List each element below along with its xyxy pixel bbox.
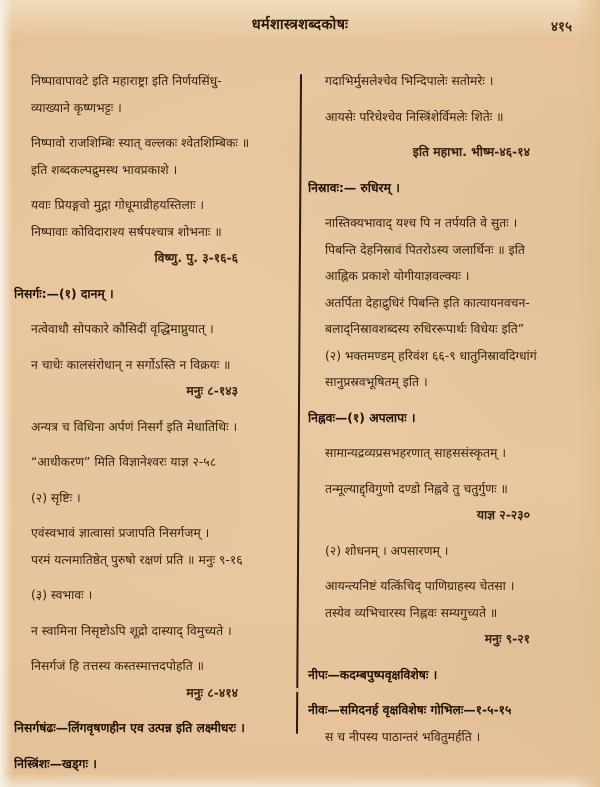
- text-line: “आधीकरण” मिति विज्ञानेश्वरः याज्ञ २-५८: [31, 455, 217, 469]
- left-column: [14, 68, 290, 781]
- citation-line: मनुः ८-४१४: [186, 685, 238, 700]
- text-line: सामान्यद्रव्यप्रसभहरणात् साहससंस्कृतम् ।: [325, 446, 506, 460]
- text-line: तन्मूल्याद्द्विगुणो दण्डो निह्नवे तु चतुर्गुणः ॥: [325, 481, 508, 496]
- text-line: पिबन्ति देहनिस्रावं पितरोऽस्य जलार्थिनः ॥ इति: [325, 242, 525, 257]
- entry-headword-line: निस्त्रिंशः—खड्गः ।: [14, 756, 97, 771]
- text-line: इति शब्दकल्पद्रुमस्थ भावप्रकाशे ।: [31, 162, 178, 177]
- text-line: (२) भक्तमण्डम् हरिवंश ६६-९ धातुनिस्रावदिग्धांगं: [325, 348, 537, 363]
- text-line: न चाधेः कालसंरोधान् न सर्गोऽस्ति न विक्रयः ॥: [31, 357, 231, 372]
- text-line: निष्पावापावटे इति महाराष्ट्रा इति निर्णयसिंधु-: [31, 74, 222, 88]
- text-line: बलाद्निस्रावशब्दस्य रुधिररूपार्थः विधेयः इति”: [325, 322, 525, 336]
- citation-line: मनुः ९-२१: [484, 632, 530, 646]
- text-line: अन्यत्र च विधिना अर्पणं निसर्गं इति मेधातिथिः ।: [31, 419, 238, 434]
- text-line: नास्तिक्यभावाद् यश्च पि न तर्पयति वे सुतः ।: [325, 216, 518, 230]
- text-line: आह्निक प्रकाशे योगीयाज्ञवल्क्यः ।: [325, 269, 470, 283]
- text-line: (३) स्वभावः ।: [31, 588, 93, 602]
- entry-headword-line: निस्रावः:— रुधिरम् ।: [308, 180, 400, 195]
- text-line: गदाभिर्मुसलेश्चेव भिन्दिपालेः सतोमरेः ।: [325, 74, 494, 88]
- page-number: ४१५: [550, 19, 572, 35]
- text-line: निष्पावो राजशिम्बिः स्यात् वल्लकः श्वेतशिम्बिकः ॥: [31, 136, 250, 150]
- citation-line: मनुः ८-१४३: [186, 384, 238, 398]
- text-line: (२) शोधनम् । अपसारणम् ।: [325, 543, 449, 558]
- text-line: निष्पावाः कोविदाराश्य सर्षपश्चात्र शोभनाः ॥: [31, 224, 222, 239]
- citation-line: याज्ञ २-२३०: [476, 508, 530, 522]
- text-line: न स्वामिना निसृष्टोऽपि शूद्रो दास्याद् विमुच्यते ।: [31, 623, 232, 638]
- text-line: एवंस्वभावं ज्ञात्वासां प्रजापति निसर्गजम् ।: [31, 526, 210, 540]
- entry-headword-line: निह्नवः—(१) अपलापः ।: [308, 410, 416, 425]
- text-line: तस्येव व्यभिचारस्य निह्नवः सम्यगुच्यते ॥: [325, 605, 498, 620]
- citation-line: विष्णु. पु. ३-१६-६: [154, 251, 238, 265]
- entry-headword-line: नीपः—कदम्बपुष्पवृक्षविशेषः ।: [308, 667, 438, 682]
- text-line: अतर्पिता देहाद्रुधिरं पिबन्ति इति कात्यायनवचन-: [325, 295, 530, 310]
- text-line: आयसेः परिधेश्चेव निस्त्रिंशेर्विमलेः शितेः ॥: [325, 109, 504, 124]
- text-line: (२) सृष्टिः ।: [31, 490, 81, 505]
- page-header: [0, 14, 600, 48]
- text-line: स च नीपस्य पाठान्तरं भवितुमर्हति ।: [325, 729, 481, 744]
- entry-headword-line: नीवः—समिदनर्ह वृक्षविशेषः गोभिलः—१-५-१५: [308, 703, 512, 717]
- entry-headword-line: निसर्गषंढः—लिंगवृषणहीन एव उत्पन्न इति लक्ष्मीधरः ।: [14, 721, 245, 735]
- column-divider: [296, 74, 302, 734]
- right-column: [308, 68, 590, 781]
- text-line: यवाः प्रियङ्गवो मुद्गा गोधूमाव्रीहयस्तिलाः ।: [31, 198, 205, 212]
- page-title: धर्मशास्त्रशब्दकोषः: [251, 17, 349, 33]
- citation-line: इति महाभा. भीष्म-४६-१४: [412, 145, 530, 159]
- entry-headword-line: निसर्गः:—(१) दानम् ।: [14, 286, 114, 301]
- text-line: आयन्त्यनिष्टं यत्किंचिद् पाणिग्राहस्य चेतसा ।: [325, 579, 515, 593]
- text-line: परमं यत्नमातिष्ठेत् पुरुषो रक्षणं प्रति ॥ मनुः ९-१६: [31, 552, 243, 567]
- text-line: सानुप्रस्रवभूषितम् इति ।: [325, 375, 428, 389]
- text-line: निसर्गजं हि तत्तस्य कस्तस्मात्तदपोहति ॥: [31, 659, 204, 673]
- text-line: नत्वेवाधौ सोपकारे कौसिदीं वृद्धिमाप्नुयात् ।: [31, 322, 214, 336]
- text-line: व्याख्याने कृष्णभट्टः ।: [31, 100, 122, 115]
